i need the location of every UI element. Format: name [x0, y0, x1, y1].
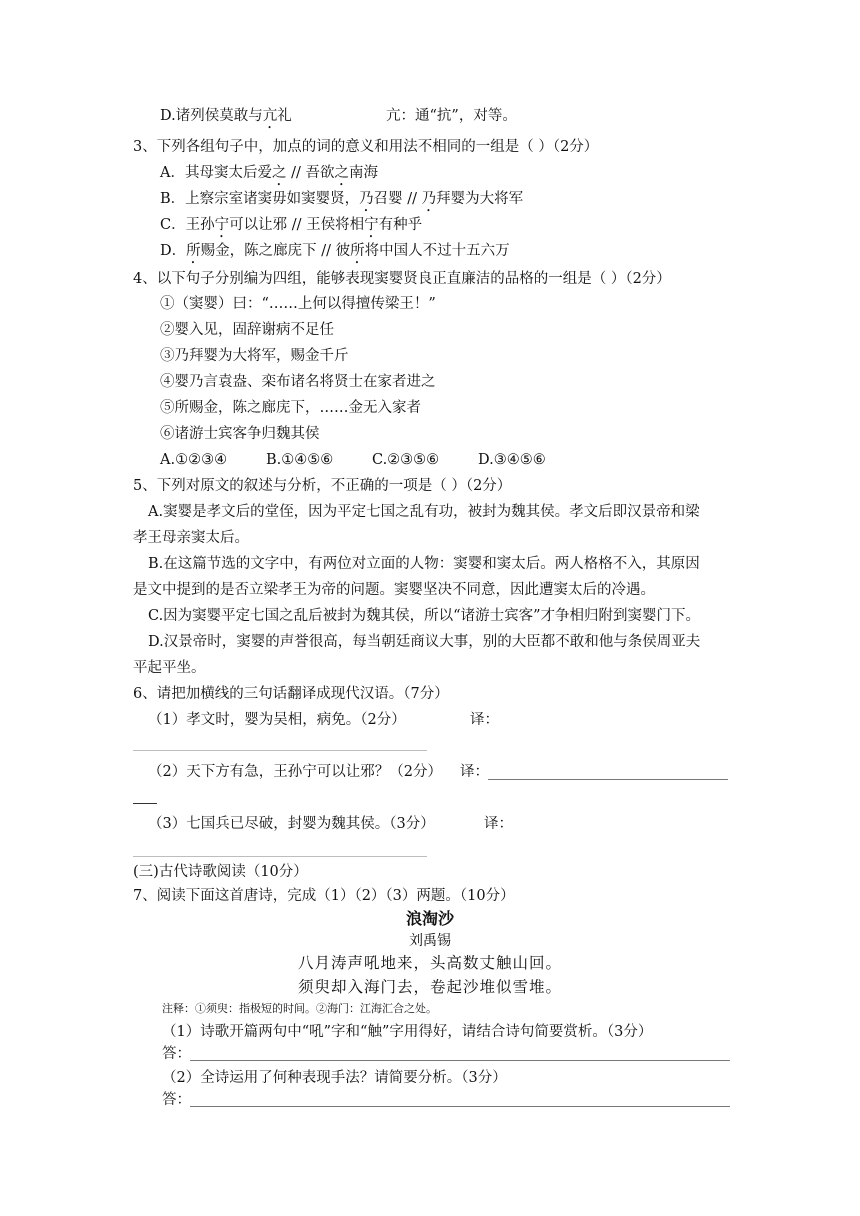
q3-stem: 3、下列各组句子中，加点的词的意义和用法不相同的一组是（ ）（2分）: [133, 139, 599, 155]
q2-option-d-dotted-char: 亢: [262, 108, 278, 124]
q4-item: ①（窦婴）曰：“……上何以得擅传梁王！”: [160, 296, 436, 312]
q5-option-c: C.因为窦婴平定七国之乱后被封为魏其侯，所以“诸游士宾客”才争相归附到窦婴门下。: [148, 608, 701, 624]
q4-item: ④婴乃言袁盎、栾布诸名将贤士在家者进之: [160, 374, 436, 390]
q5-option-b-cont: 是文中提到的是否立梁孝王为帝的问题。窦婴坚决不同意，因此遭窦太后的冷遇。: [133, 582, 655, 598]
q3-option-c: [160, 215, 422, 241]
poem-line-1: 八月涛声吼地来，头高数丈触山回。: [297, 954, 562, 972]
q3-a-dotted: 之: [271, 165, 287, 181]
q7-answer-line-2[interactable]: [190, 1106, 730, 1107]
q3-c-part: C．王孙: [160, 217, 215, 233]
q3-c-dotted: 宁: [364, 217, 379, 233]
section-heading: (三)古代诗歌阅读（10分）: [133, 864, 308, 880]
q5-option-a-cont: 孝王母亲窦太后。: [133, 530, 249, 546]
q4-item: ②婴入见，固辞谢病不足任: [160, 322, 334, 338]
q3-a-part: A．其母窦太后爱: [160, 165, 272, 181]
q3-b-part: 召婴 //: [373, 191, 422, 207]
q6-answer-line-3[interactable]: [133, 856, 427, 857]
q4-option: B.①④⑤⑥: [266, 452, 334, 468]
q6-answer-line-2[interactable]: [488, 779, 728, 780]
q4-item: ③乃拜婴为大将军，赐金千斤: [160, 348, 349, 364]
q2-option-d-text-left: D.诸列侯莫敢与: [160, 108, 263, 124]
q3-d-dotted: 所: [186, 243, 201, 259]
q2-option-d: [160, 106, 292, 132]
q4-item: ⑤所赐金，陈之廊庑下，……金无入家者: [160, 400, 421, 416]
q3-option-b: [160, 189, 523, 215]
q6-sentence-2: （2）天下方有急，王孙宁可以让邪？（2分）: [148, 764, 442, 780]
q3-b-dotted: 乃: [359, 191, 374, 207]
poem-author: 刘禹锡: [409, 933, 451, 949]
q5-option-b: B.在这篇节选的文字中，有两位对立面的人物：窦婴和窦太后。两人格格不入，其原因: [148, 556, 700, 572]
q6-translate-label-2: 译：: [460, 764, 489, 780]
q3-d-part: D．: [160, 243, 187, 259]
q3-c-part: 可以让邪 // 王侯将相: [229, 217, 365, 233]
q3-b-part: B．上察宗室诸窦毋如窦婴贤，: [160, 191, 360, 207]
q3-d-part: 将中国人不过十五六万: [364, 243, 510, 259]
q2-option-d-text-right: 礼: [277, 108, 292, 124]
q2-option-d-gloss: 亢：通“抗”，对等。: [386, 108, 517, 124]
q7-sub-question-1: （1）诗歌开篇两句中“吼”字和“触”字用得好，请结合诗句简要赏析。（3分）: [162, 1024, 653, 1040]
q6-answer-line-2-cont[interactable]: [133, 803, 157, 804]
q3-b-dotted: 乃: [421, 191, 437, 207]
q3-b-part: 拜婴为大将军: [436, 191, 524, 207]
q3-a-part: 南海: [348, 165, 378, 181]
q5-option-a: A.窦婴是孝文后的堂侄，因为平定七国之乱有功，被封为魏其侯。孝文后即汉景帝和梁: [148, 504, 700, 520]
poem-title: 浪淘沙: [405, 909, 454, 928]
q3-a-part: // 吾欲: [286, 165, 335, 181]
q4-option: C.②③⑤⑥: [372, 452, 440, 468]
q3-a-dotted: 之: [334, 165, 349, 181]
q7-sub-question-2: （2）全诗运用了何种表现手法？请简要分析。（3分）: [162, 1070, 507, 1086]
q6-stem: 6、请把加横线的三句话翻译成现代汉语。（7分）: [133, 686, 449, 702]
q5-option-d-cont: 平起平坐。: [133, 660, 206, 676]
q7-answer-label-2: 答：: [162, 1092, 191, 1108]
q3-option-a: [160, 163, 378, 189]
q6-translate-label-1: 译：: [470, 712, 499, 728]
q4-stem: 4、以下句子分别编为四组，能够表现窦婴贤良正直廉洁的品格的一组是（ ）（2分）: [133, 271, 671, 287]
q7-answer-label-1: 答：: [162, 1046, 191, 1062]
q6-sentence-3: （3）七国兵已尽破，封婴为魏其侯。（3分）: [148, 816, 435, 832]
q4-option: A.①②③④: [160, 452, 228, 468]
q6-sentence-1: （1）孝文时，婴为吴相，病免。（2分）: [148, 712, 406, 728]
q3-d-part: 赐金，陈之廊庑下 // 彼: [200, 243, 351, 259]
q4-item: ⑥诸游士宾客争归魏其侯: [160, 426, 320, 442]
q4-option: D.③④⑤⑥: [478, 452, 546, 468]
poem-line-2: 须臾却入海门去，卷起沙堆似雪堆。: [297, 978, 562, 996]
q6-translate-label-3: 译：: [484, 816, 513, 832]
q5-option-d: D.汉景帝时，窦婴的声誉很高，每当朝廷商议大事，别的大臣都不敢和他与条侯周亚夫: [148, 634, 701, 650]
q3-c-part: 有种乎: [378, 217, 423, 233]
q7-answer-line-1[interactable]: [190, 1060, 730, 1061]
q3-option-d: [160, 241, 510, 267]
q7-stem: 7、阅读下面这首唐诗，完成（1）（2）（3）两题。（10分）: [133, 888, 515, 904]
q3-c-dotted: 宁: [214, 217, 230, 233]
q3-d-dotted: 所: [350, 243, 365, 259]
q5-stem: 5、下列对原文的叙述与分析，不正确的一项是（ ）（2分）: [133, 478, 512, 494]
poem-annotation: 注释：①须臾：指极短的时间。②海门：江海汇合之处。: [162, 1002, 437, 1015]
q6-answer-line-1[interactable]: [133, 750, 427, 751]
